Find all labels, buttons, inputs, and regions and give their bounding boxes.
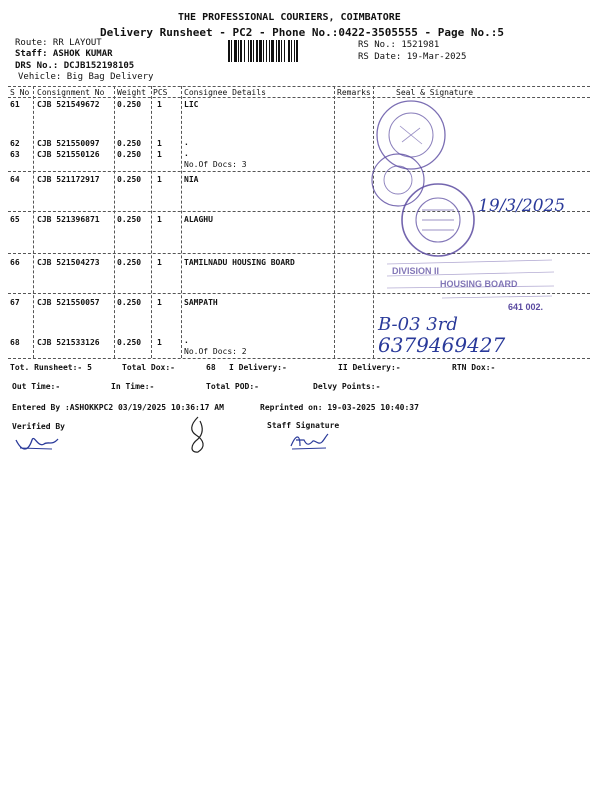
handwritten-mark-icon: [184, 415, 214, 455]
rtn-dox-label: RTN Dox:-: [452, 363, 496, 372]
out-time-label: Out Time:-: [12, 382, 61, 391]
row-consignee: NIA: [184, 175, 199, 184]
verified-signature-icon: [12, 430, 62, 456]
header-seal: Seal & Signature: [396, 88, 474, 97]
stamp-housing-board: HOUSING BOARD: [440, 279, 518, 289]
row-pcs: 1: [157, 338, 162, 347]
total-dox-label: Total Dox:-: [122, 363, 175, 372]
handwritten-date: 19/3/2025: [478, 196, 566, 216]
row-sno: 66: [10, 258, 20, 267]
staff-label: Staff: ASHOK KUMAR: [15, 49, 113, 59]
row-pcs: 1: [157, 139, 162, 148]
row-pcs: 1: [157, 150, 162, 159]
col-divider: [114, 86, 115, 358]
row-sno: 63: [10, 150, 20, 159]
row-consignee: .: [184, 336, 189, 345]
i-delivery-label: I Delivery:-: [229, 363, 287, 372]
header-remarks: Remarks: [337, 88, 371, 97]
row-sno: 61: [10, 100, 20, 109]
in-time-label: In Time:-: [111, 382, 155, 391]
row-weight: 0.250: [117, 215, 142, 224]
row-weight: 0.250: [117, 150, 142, 159]
col-divider: [151, 86, 152, 358]
staff-signature-icon: [288, 430, 332, 452]
row-consignee: LIC: [184, 100, 199, 109]
header-weight: Weight: [117, 88, 146, 97]
stamp-division: DIVISION II: [392, 266, 440, 276]
col-divider: [334, 86, 335, 358]
header-consignment: Consignment No: [37, 88, 105, 97]
row-weight: 0.250: [117, 100, 142, 109]
col-divider: [181, 86, 182, 358]
col-divider: [33, 86, 34, 358]
vehicle-label: Vehicle: Big Bag Delivery: [18, 72, 154, 82]
rs-number: RS No.: 1521981: [358, 40, 440, 50]
row-consignment: CJB 521396871: [37, 215, 100, 224]
row-consignee: ALAGHU: [184, 215, 213, 224]
row-pcs: 1: [157, 100, 162, 109]
row-consignee: .: [184, 138, 189, 147]
reprinted-on: Reprinted on: 19-03-2025 10:40:37: [260, 403, 419, 412]
barcode-icon: [228, 40, 352, 62]
row-doc-count: No.Of Docs: 3: [184, 160, 247, 169]
row-consignee: TAMILNADU HOUSING BOARD: [184, 258, 295, 267]
header-consignee: Consignee Details: [184, 88, 266, 97]
row-consignment: CJB 521550126: [37, 150, 100, 159]
stamp-pin: 641 002.: [508, 302, 544, 312]
total-dox-value: 68: [206, 363, 216, 372]
handwritten-address: B-03 3rd: [378, 314, 458, 335]
row-doc-count: No.Of Docs: 2: [184, 347, 247, 356]
header-sno: S No: [10, 88, 30, 97]
row-weight: 0.250: [117, 258, 142, 267]
header-pcs: PCS: [153, 88, 168, 97]
handwritten-phone: 6379469427: [378, 333, 506, 357]
row-consignment: CJB 521550097: [37, 139, 100, 148]
verified-by-label: Verified By: [12, 422, 65, 431]
row-consignment: CJB 521533126: [37, 338, 100, 347]
stamp-lines-icon: [382, 252, 562, 302]
row-weight: 0.250: [117, 175, 142, 184]
staff-signature-label: Staff Signature: [267, 421, 340, 430]
row-consignment: CJB 521549672: [37, 100, 100, 109]
row-pcs: 1: [157, 298, 162, 307]
row-pcs: 1: [157, 215, 162, 224]
delvy-points-label: Delvy Points:-: [313, 382, 381, 391]
row-consignee: SAMPATH: [184, 298, 218, 307]
row-weight: 0.250: [117, 298, 142, 307]
table-header-rule: [8, 97, 590, 98]
ii-delivery-label: II Delivery:-: [338, 363, 401, 372]
row-consignment: CJB 521550057: [37, 298, 100, 307]
round-seal-stamp-icon: [398, 180, 478, 260]
entered-by: Entered By :ASHOKKPC2 03/19/2025 10:36:17 AM: [12, 403, 224, 412]
row-sno: 67: [10, 298, 20, 307]
runsheet-title: Delivery Runsheet - PC2 - Phone No.:0422-3505555 - Page No.:5: [100, 26, 504, 39]
table-bottom-rule: [8, 358, 590, 359]
rs-date: RS Date: 19-Mar-2025: [358, 52, 467, 62]
row-pcs: 1: [157, 175, 162, 184]
row-sno: 65: [10, 215, 20, 224]
row-sno: 62: [10, 139, 20, 148]
table-top-rule: [8, 86, 590, 87]
company-name: THE PROFESSIONAL COURIERS, COIMBATORE: [178, 12, 401, 23]
row-rule: [8, 171, 590, 172]
row-weight: 0.250: [117, 139, 142, 148]
route-label: Route: RR LAYOUT: [15, 38, 102, 48]
row-pcs: 1: [157, 258, 162, 267]
total-runsheet: Tot. Runsheet:- 5: [10, 363, 92, 372]
drs-number: DRS No.: DCJB152198105: [15, 61, 135, 71]
row-consignment: CJB 521504273: [37, 258, 100, 267]
row-sno: 64: [10, 175, 20, 184]
row-weight: 0.250: [117, 338, 142, 347]
row-consignee: .: [184, 149, 189, 158]
row-sno: 68: [10, 338, 20, 347]
row-consignment: CJB 521172917: [37, 175, 100, 184]
total-pod-label: Total POD:-: [206, 382, 259, 391]
